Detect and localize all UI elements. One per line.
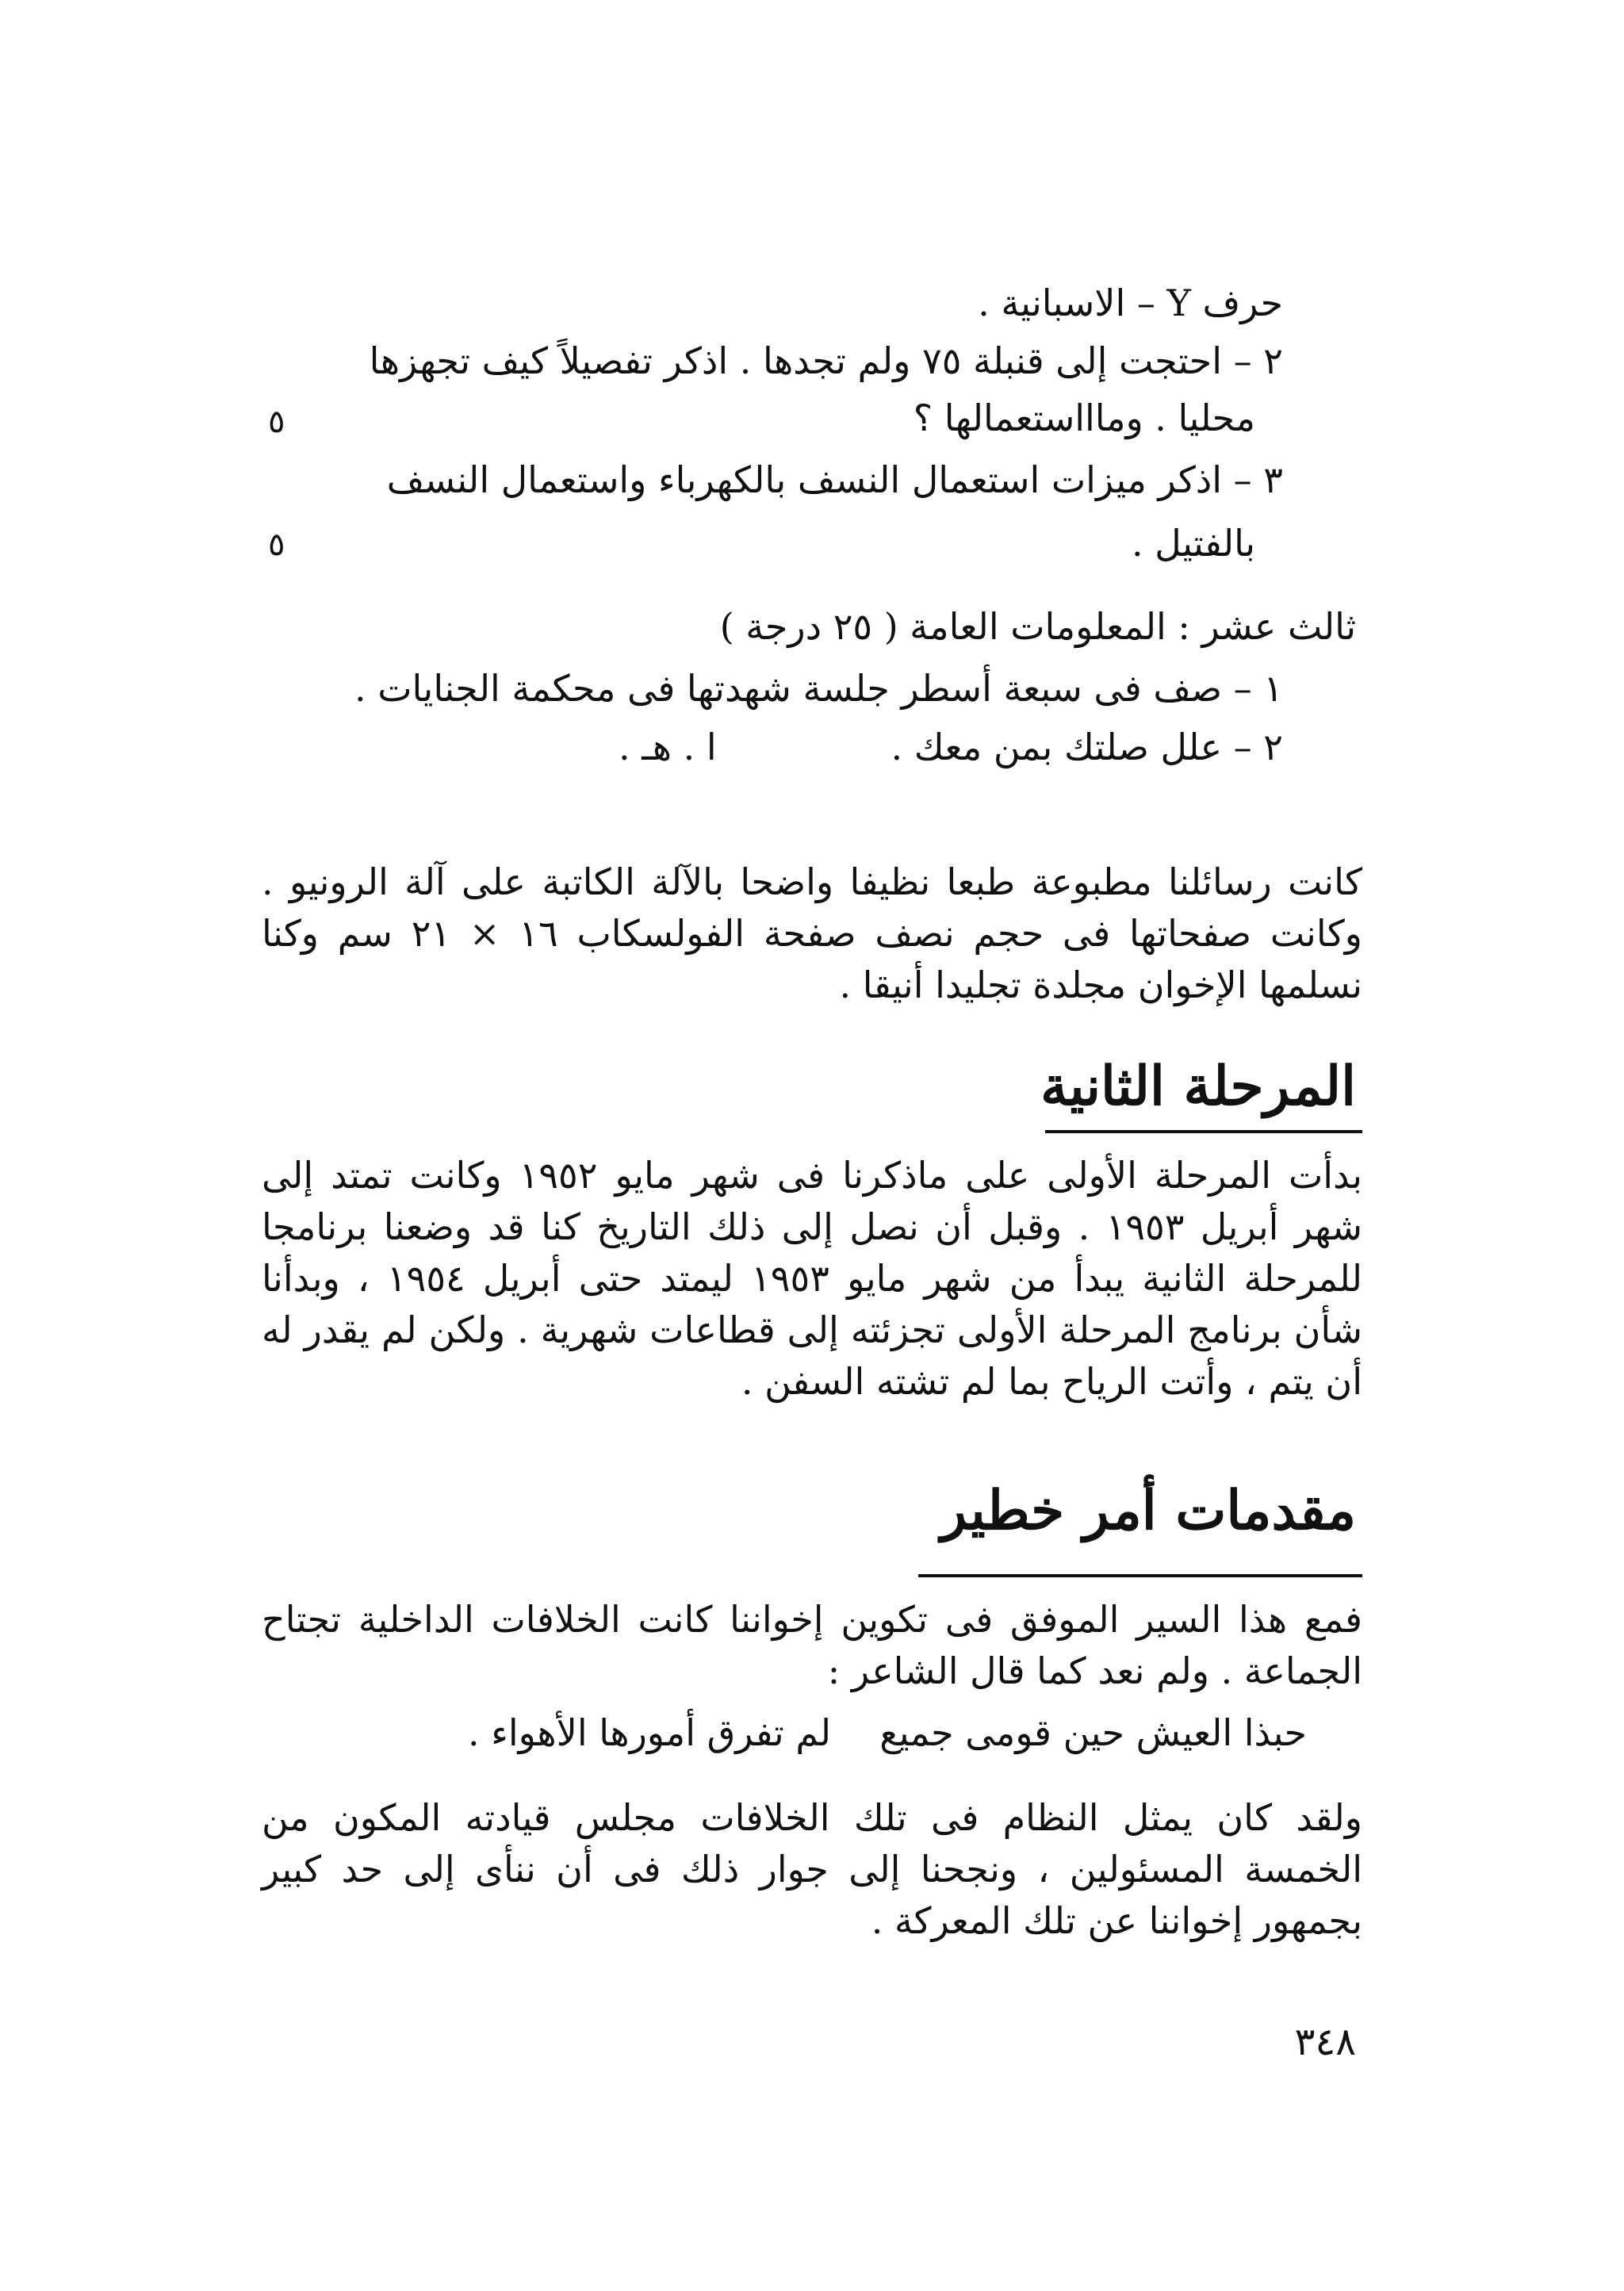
section-13-question-1: ١ – صف فى سبعة أسطر جلسة شهدتها فى محكمة الجنايات .: [354, 667, 1283, 710]
exam-question-3-line-2: بالفتيل .: [1132, 522, 1255, 565]
paragraph-council: ولقد كان يمثل النظام فى تلك الخلافات مجلس قيادته المكون من الخمسة المسئولين ، ونجحنا إلى جوار ذلك فى أن ننأى إلى حد كبير بجمهور إخواننا عن تلك المعركة .: [262, 1796, 1362, 1942]
exam-question-3-line-1: ٣ – اذكر ميزات استعمال النسف بالكهرباء واستعمال النسف: [386, 458, 1283, 501]
paragraph-internal-disputes: فمع هذا السير الموفق فى تكوين إخواننا كانت الخلافات الداخلية تجتاح الجماعة . ولم نعد كما قال الشاعر :: [262, 1598, 1362, 1692]
exam-question-2-line-2: محليا . وماااستعمالها ؟: [913, 397, 1255, 439]
section-13-question-2: ٢ – علل صلتك بمن معك .: [891, 726, 1283, 768]
heading-serious-matter-underline: [918, 1574, 1362, 1577]
paragraph-letters: كانت رسائلنا مطبوعة طبعا نظيفا واضحا بالآلة الكاتبة على آلة الرونيو . وكانت صفحاتها فى حجم نصف صفحة الفولسكاب ١٦ × ٢١ سم وكنا نسلمها الإخوان مجلدة تجليدا أنيقا .: [262, 860, 1362, 1006]
heading-second-stage: المرحلة الثانية: [1040, 1055, 1356, 1118]
paragraph-second-stage: بدأت المرحلة الأولى على ماذكرنا فى شهر مايو ١٩٥٢ وكانت تمتد إلى شهر أبريل ١٩٥٣ . وقبل أن نصل إلى ذلك التاريخ كنا قد وضعنا برنامجا للمرحلة الثانية يبدأ من شهر مايو ١٩٥٣ ليمتد حتى أبريل ١٩٥٤ ، وبدأنا شأن برنامج المرحلة الأولى تجزئته إلى قطاعات شهرية . ولكن لم يقدر له أن يتم ، وأتت الرياح بما لم تشته السفن .: [262, 1154, 1362, 1403]
verse-first-hemistich: حبذا العيش حين قومى جميع: [879, 1711, 1307, 1754]
question-2-marks: ٥: [268, 404, 285, 440]
verse-second-hemistich: لم تفرق أمورها الأهواء .: [467, 1711, 831, 1754]
exam-question-2-line-1: ٢ – احتجت إلى قنبلة ٧٥ ولم تجدها . اذكر تفصيلاً كيف تجهزها: [369, 339, 1283, 382]
heading-second-stage-underline: [1045, 1130, 1362, 1133]
exam-line-letter-y: حرف Y – الاسبانية .: [978, 282, 1283, 324]
heading-serious-matter: مقدمات أمر خطير: [940, 1479, 1356, 1542]
end-mark: ا . هـ .: [619, 726, 717, 768]
section-13-title: ثالث عشر : المعلومات العامة ( ٢٥ درجة ): [719, 605, 1356, 648]
question-3-marks: ٥: [268, 527, 285, 563]
page-number: ٣٤٨: [1294, 2020, 1356, 2064]
